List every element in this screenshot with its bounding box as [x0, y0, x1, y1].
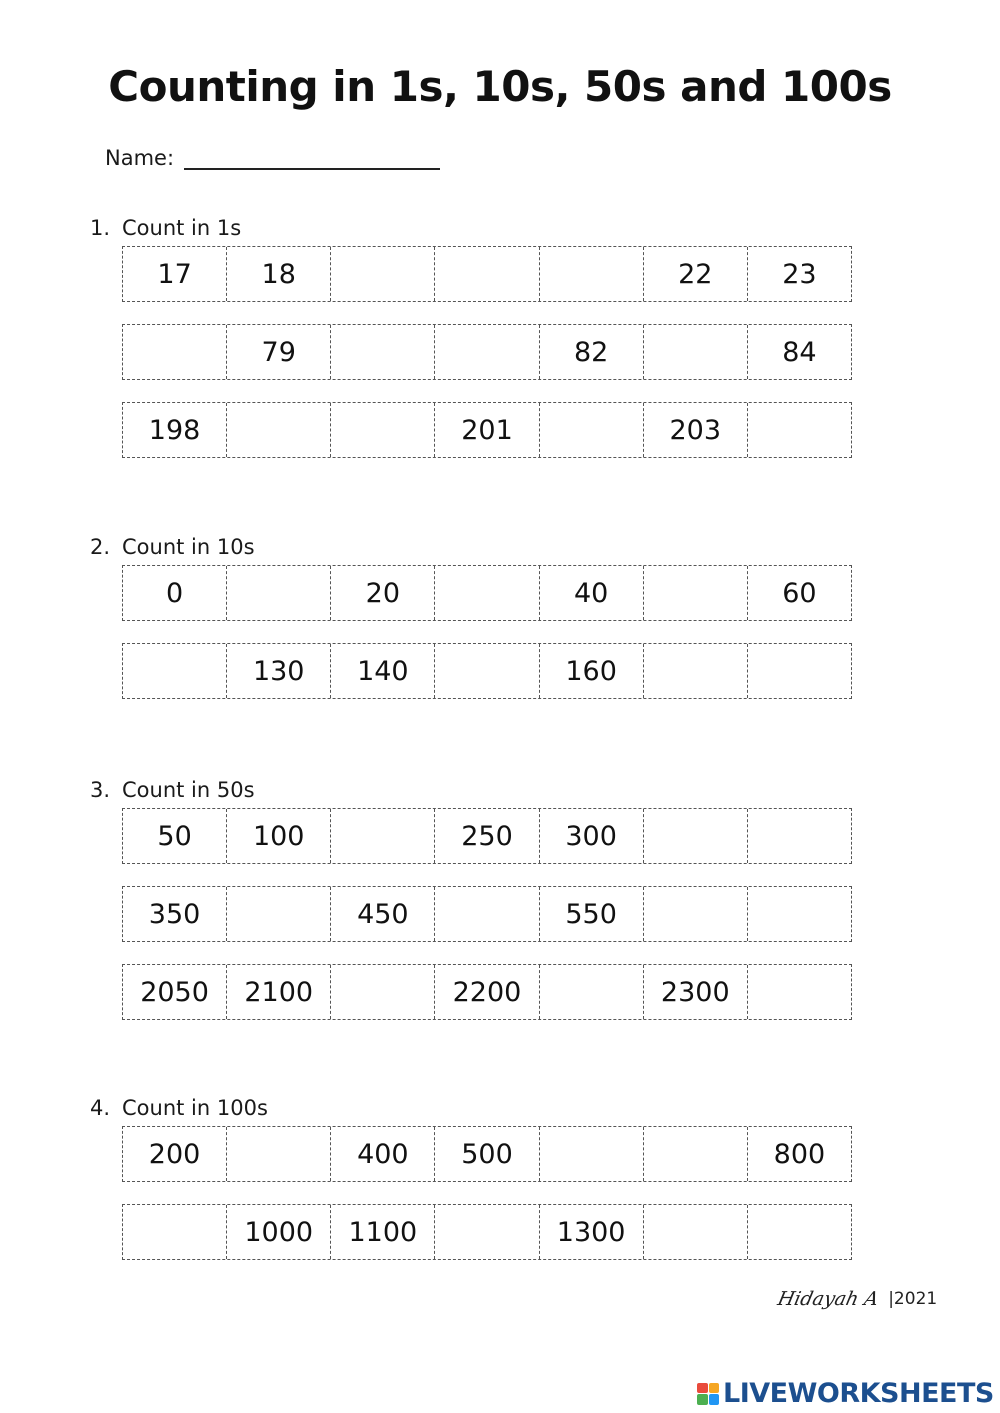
number-box[interactable]: 79 — [227, 325, 331, 379]
section-number: 1. — [90, 216, 111, 240]
section-1 — [90, 214, 870, 480]
section-label: Count in 50s — [122, 778, 255, 802]
section-label: Count in 10s — [122, 535, 255, 559]
brand-name: LIVEWORKSHEETS — [723, 1378, 994, 1409]
number-box[interactable] — [331, 403, 435, 457]
number-box[interactable] — [435, 1205, 539, 1259]
number-box[interactable] — [227, 566, 331, 620]
section-title — [90, 533, 870, 561]
number-row — [122, 808, 852, 864]
number-box[interactable]: 18 — [227, 247, 331, 301]
section-label: Count in 100s — [122, 1096, 268, 1120]
number-box[interactable] — [644, 644, 748, 698]
liveworksheets-logo-icon — [697, 1383, 719, 1405]
number-row — [122, 324, 852, 380]
number-box[interactable]: 100 — [227, 809, 331, 863]
number-box[interactable] — [748, 809, 851, 863]
number-box[interactable]: 40 — [540, 566, 644, 620]
number-box[interactable]: 450 — [331, 887, 435, 941]
number-box[interactable] — [748, 965, 851, 1019]
number-box[interactable]: 130 — [227, 644, 331, 698]
number-box[interactable] — [540, 965, 644, 1019]
name-row — [105, 146, 440, 170]
number-box[interactable] — [748, 887, 851, 941]
number-box[interactable] — [748, 403, 851, 457]
number-box[interactable] — [331, 809, 435, 863]
section-title — [90, 776, 870, 804]
number-box[interactable]: 250 — [435, 809, 539, 863]
logo-square-green — [697, 1394, 708, 1405]
number-box[interactable]: 50 — [123, 809, 227, 863]
number-box[interactable]: 400 — [331, 1127, 435, 1181]
section-number: 3. — [90, 778, 111, 802]
number-box[interactable] — [331, 965, 435, 1019]
number-box[interactable] — [748, 1205, 851, 1259]
number-box[interactable]: 350 — [123, 887, 227, 941]
year-label: |2021 — [888, 1289, 938, 1309]
section-3 — [90, 776, 870, 1042]
number-box[interactable] — [331, 247, 435, 301]
number-box[interactable]: 201 — [435, 403, 539, 457]
number-box[interactable] — [123, 1205, 227, 1259]
number-row — [122, 246, 852, 302]
section-title — [90, 1094, 870, 1122]
number-box[interactable]: 60 — [782, 577, 817, 609]
number-box[interactable]: 198 — [123, 403, 227, 457]
number-box[interactable]: 0 — [123, 566, 227, 620]
number-box[interactable] — [123, 644, 227, 698]
section-title — [90, 214, 870, 242]
number-box[interactable]: 2300 — [644, 965, 748, 1019]
number-box[interactable] — [540, 403, 644, 457]
number-box[interactable] — [540, 247, 644, 301]
number-box[interactable]: 1100 — [331, 1205, 435, 1259]
number-box[interactable] — [227, 887, 331, 941]
number-box[interactable]: 500 — [435, 1127, 539, 1181]
number-box[interactable] — [435, 566, 539, 620]
logo-square-orange — [709, 1383, 720, 1394]
number-row — [122, 402, 852, 458]
section-4 — [90, 1094, 870, 1282]
number-box[interactable]: 82 — [540, 325, 644, 379]
brand-watermark — [697, 1378, 994, 1409]
number-box[interactable] — [644, 1127, 748, 1181]
number-row — [122, 886, 852, 942]
number-box[interactable] — [644, 325, 748, 379]
number-box[interactable] — [644, 809, 748, 863]
number-box[interactable]: 300 — [540, 809, 644, 863]
logo-square-blue — [709, 1394, 720, 1405]
number-box[interactable] — [227, 1127, 331, 1181]
section-number: 2. — [90, 535, 111, 559]
number-box[interactable]: 23 — [782, 258, 817, 290]
number-box[interactable]: 550 — [540, 887, 644, 941]
number-box[interactable]: 1300 — [540, 1205, 644, 1259]
section-2 — [90, 533, 870, 721]
number-box[interactable]: 2200 — [435, 965, 539, 1019]
number-box[interactable] — [644, 1205, 748, 1259]
number-box[interactable]: 84 — [782, 336, 817, 368]
number-box[interactable]: 140 — [331, 644, 435, 698]
number-box[interactable]: 200 — [123, 1127, 227, 1181]
number-box[interactable] — [331, 325, 435, 379]
number-box[interactable]: 203 — [644, 403, 748, 457]
author-signature: Hidayah A — [775, 1288, 881, 1310]
number-row — [122, 1126, 852, 1182]
section-number: 4. — [90, 1096, 111, 1120]
number-box[interactable] — [644, 887, 748, 941]
number-box[interactable]: 20 — [331, 566, 435, 620]
name-input-line[interactable] — [184, 146, 440, 170]
number-box[interactable] — [123, 325, 227, 379]
number-box[interactable]: 22 — [644, 247, 748, 301]
number-row — [122, 1204, 852, 1260]
section-label: Count in 1s — [122, 216, 242, 240]
number-box[interactable] — [435, 247, 539, 301]
number-box[interactable] — [435, 887, 539, 941]
worksheet-title: Counting in 1s, 10s, 50s and 100s — [108, 62, 892, 111]
number-box[interactable] — [748, 644, 851, 698]
number-box[interactable] — [644, 566, 748, 620]
number-box[interactable] — [435, 644, 539, 698]
number-box[interactable]: 800 — [773, 1138, 826, 1170]
number-row — [122, 565, 852, 621]
number-box[interactable]: 2100 — [227, 965, 331, 1019]
number-row — [122, 643, 852, 699]
number-box[interactable] — [227, 403, 331, 457]
number-row — [122, 964, 852, 1020]
number-box[interactable]: 1000 — [227, 1205, 331, 1259]
number-box[interactable] — [540, 1127, 644, 1181]
number-box[interactable]: 160 — [540, 644, 644, 698]
logo-square-red — [697, 1383, 708, 1394]
number-box[interactable] — [435, 325, 539, 379]
name-label: Name: — [105, 146, 175, 170]
author-signature-row — [775, 1288, 938, 1310]
number-box[interactable]: 2050 — [123, 965, 227, 1019]
number-box[interactable]: 17 — [123, 247, 227, 301]
